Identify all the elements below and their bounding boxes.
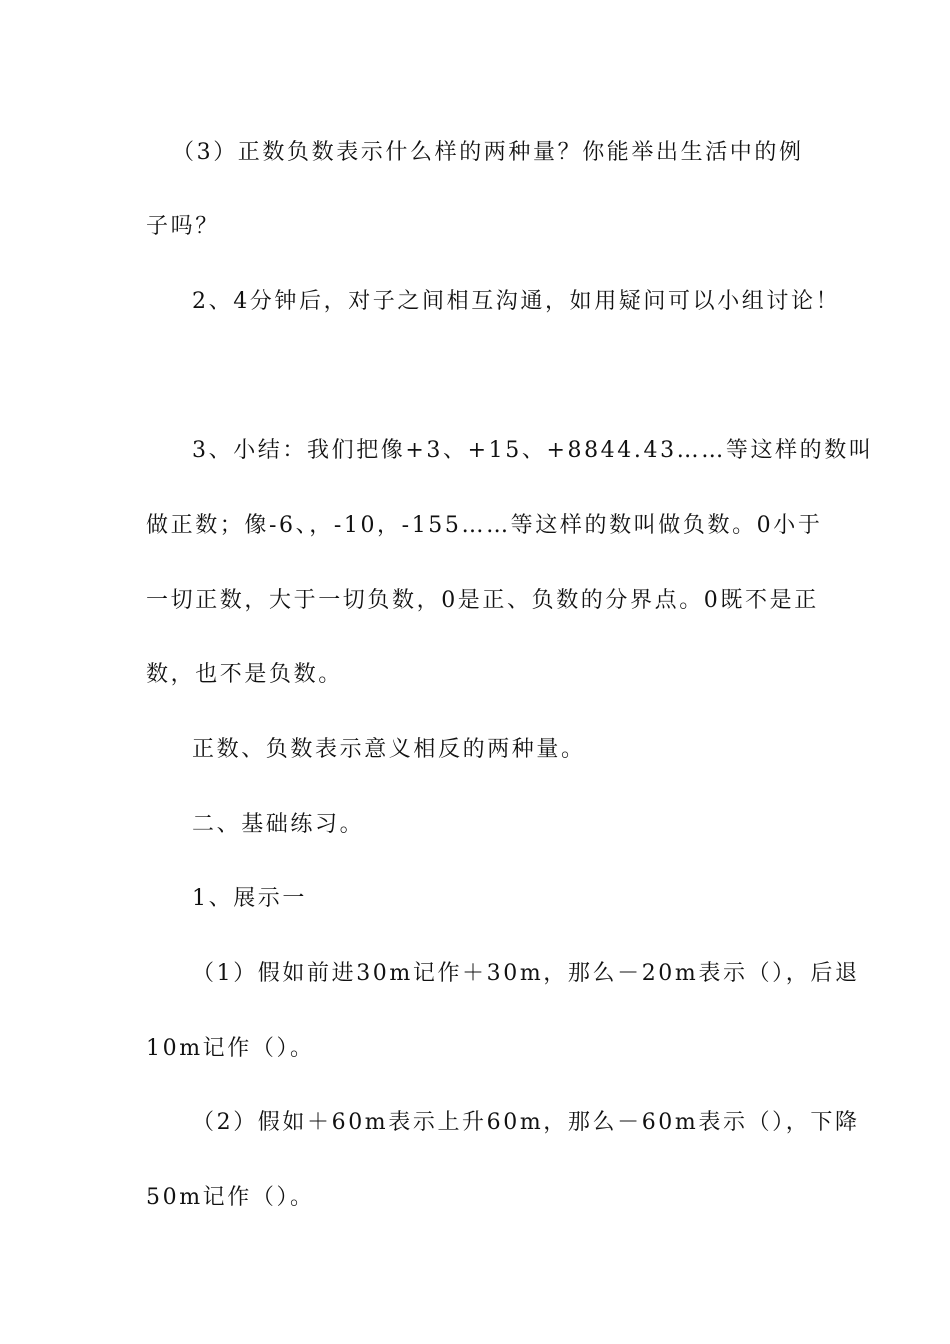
text-line-exercise1: （1）假如前进30m记作＋30m，那么－20m表示（），后退 xyxy=(192,961,860,986)
text-line-summary: 3、小结：我们把像+3、+15、+8844.43……等这样的数叫 xyxy=(192,438,874,463)
text-line-summary-cont2: 一切正数，大于一切负数，0是正、负数的分界点。0既不是正 xyxy=(146,588,819,613)
text-line-summary-cont3: 数，也不是负数。 xyxy=(146,662,343,687)
text-line-summary-cont1: 做正数；像-6、，-10，-155……等这样的数叫做负数。0小于 xyxy=(146,513,823,538)
text-line-exercise2: （2）假如＋60m表示上升60m，那么－60m表示（），下降 xyxy=(192,1110,860,1135)
text-line-q3-cont: 子吗？ xyxy=(146,214,220,239)
text-line-q3: （3）正数负数表示什么样的两种量？你能举出生活中的例 xyxy=(172,140,804,165)
text-line-show1: 1、展示一 xyxy=(192,886,307,911)
section-heading-practice: 二、基础练习。 xyxy=(192,812,365,837)
text-line-definition: 正数、负数表示意义相反的两种量。 xyxy=(192,737,586,762)
text-line-exercise1-cont: 10m记作（）。 xyxy=(146,1036,315,1061)
text-line-exercise2-cont: 50m记作（）。 xyxy=(146,1185,315,1210)
text-line-step2: 2、4分钟后，对子之间相互沟通，如用疑问可以小组讨论！ xyxy=(192,289,841,314)
